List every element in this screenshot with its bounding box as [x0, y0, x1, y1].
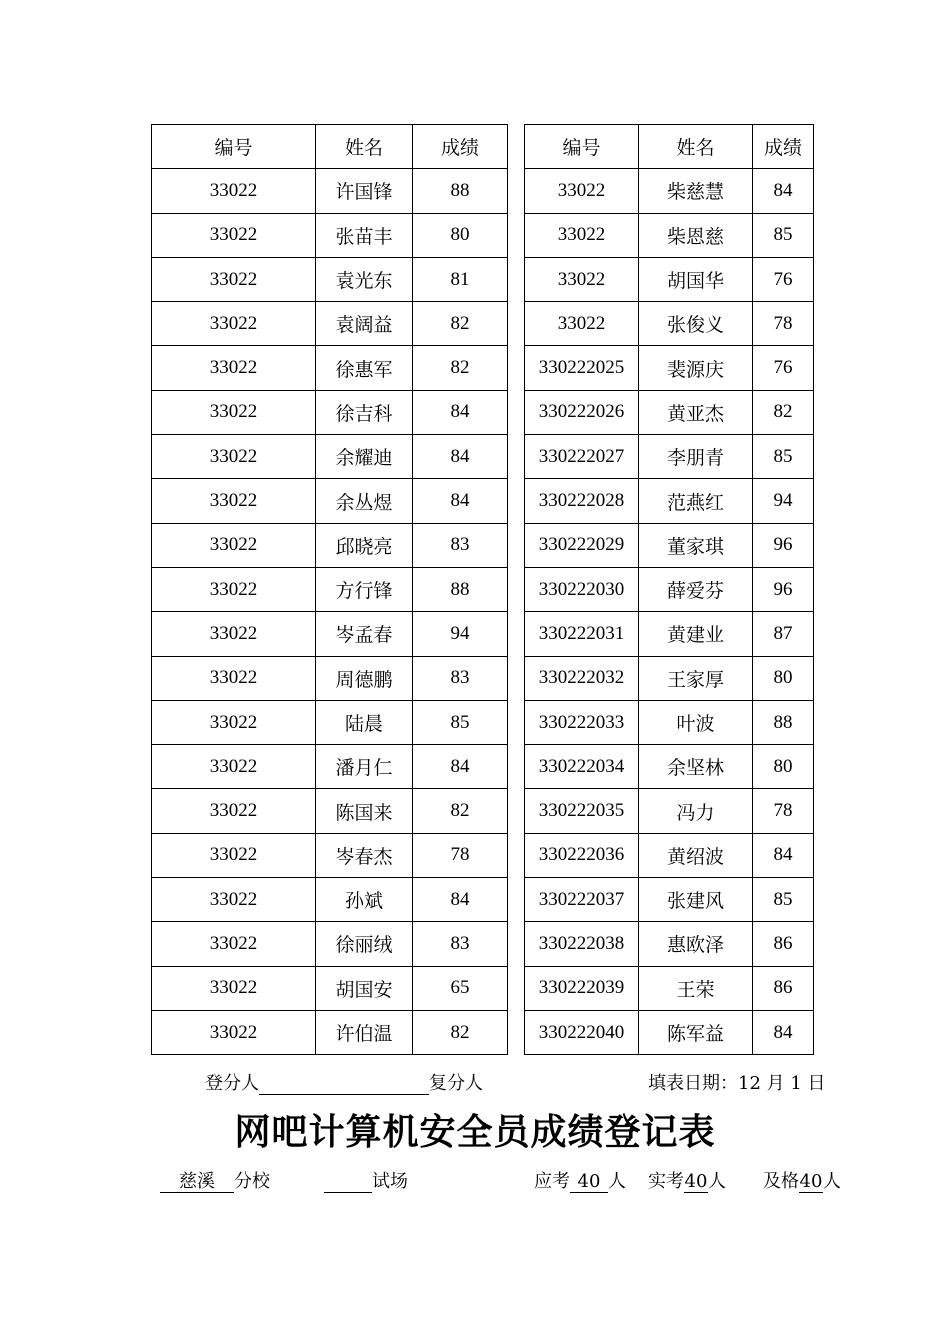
cell-score: 83 — [413, 922, 508, 966]
cell-name: 陆晨 — [316, 700, 413, 744]
table-row — [152, 789, 508, 833]
cell-name: 王荣 — [639, 966, 753, 1010]
cell-id: 33022 — [152, 700, 316, 744]
header-id: 编号 — [525, 125, 639, 169]
cell-id: 33022 — [152, 567, 316, 611]
recorder-blank — [259, 1074, 429, 1095]
venue-info — [324, 1167, 408, 1193]
header-score: 成绩 — [753, 125, 814, 169]
cell-name: 周德鹏 — [316, 656, 413, 700]
score-table-right — [524, 124, 814, 1055]
table-row — [152, 567, 508, 611]
cell-name: 余丛煜 — [316, 479, 413, 523]
cell-score: 96 — [753, 523, 814, 567]
page-title: 网吧计算机安全员成绩登记表 — [234, 1111, 716, 1153]
cell-id: 330222025 — [525, 346, 639, 390]
cell-score: 78 — [413, 833, 508, 877]
cell-name: 袁阔益 — [316, 302, 413, 346]
cell-name: 许伯温 — [316, 1010, 413, 1054]
left-table-body — [152, 169, 508, 1055]
branch-info — [160, 1167, 270, 1193]
cell-name: 徐惠军 — [316, 346, 413, 390]
table-row — [525, 567, 814, 611]
table-row — [525, 745, 814, 789]
cell-score: 84 — [413, 479, 508, 523]
table-row — [152, 169, 508, 213]
cell-name: 范燕红 — [639, 479, 753, 523]
signature-line — [205, 1069, 483, 1095]
cell-name: 岑春杰 — [316, 833, 413, 877]
cell-name: 张俊义 — [639, 302, 753, 346]
table-row — [525, 390, 814, 434]
table-row — [152, 479, 508, 523]
cell-name: 余耀迪 — [316, 435, 413, 479]
cell-id: 330222038 — [525, 922, 639, 966]
cell-name: 陈军益 — [639, 1010, 753, 1054]
reviewer-label: 复分人 — [429, 1073, 483, 1094]
cell-name: 胡国华 — [639, 257, 753, 301]
cell-score: 85 — [753, 878, 814, 922]
passed-unit: 人 — [823, 1171, 841, 1192]
cell-id: 33022 — [152, 302, 316, 346]
cell-id: 33022 — [525, 169, 639, 213]
cell-score: 85 — [413, 700, 508, 744]
table-row — [152, 302, 508, 346]
score-table-left — [151, 124, 508, 1055]
header-id: 编号 — [152, 125, 316, 169]
expected-info — [534, 1167, 626, 1193]
table-row — [525, 169, 814, 213]
cell-name: 孙斌 — [316, 878, 413, 922]
table-row — [152, 833, 508, 877]
branch-value: 慈溪 — [160, 1172, 234, 1193]
actual-info — [648, 1167, 726, 1193]
cell-score: 80 — [753, 745, 814, 789]
cell-id: 330222040 — [525, 1010, 639, 1054]
cell-id: 33022 — [525, 302, 639, 346]
cell-score: 84 — [753, 169, 814, 213]
cell-name: 余坚林 — [639, 745, 753, 789]
cell-id: 33022 — [525, 213, 639, 257]
fill-date: 填表日期：12 月 1 日 — [648, 1073, 826, 1094]
table-row — [525, 435, 814, 479]
cell-id: 33022 — [152, 523, 316, 567]
table-row — [152, 213, 508, 257]
cell-name: 薛爱芬 — [639, 567, 753, 611]
passed-info — [763, 1167, 841, 1193]
cell-score: 82 — [413, 302, 508, 346]
cell-id: 330222026 — [525, 390, 639, 434]
cell-score: 82 — [753, 390, 814, 434]
table-row — [525, 302, 814, 346]
cell-score: 83 — [413, 523, 508, 567]
cell-score: 85 — [753, 213, 814, 257]
cell-name: 裴源庆 — [639, 346, 753, 390]
cell-name: 王家厚 — [639, 656, 753, 700]
cell-score: 82 — [413, 1010, 508, 1054]
cell-name: 潘月仁 — [316, 745, 413, 789]
cell-id: 33022 — [152, 966, 316, 1010]
table-row — [152, 390, 508, 434]
table-row — [152, 257, 508, 301]
table-row — [525, 257, 814, 301]
cell-id: 33022 — [152, 257, 316, 301]
cell-id: 33022 — [152, 346, 316, 390]
cell-name: 柴恩慈 — [639, 213, 753, 257]
passed-value: 40 — [799, 1171, 823, 1192]
right-table-body — [525, 169, 814, 1055]
cell-id: 330222029 — [525, 523, 639, 567]
cell-name: 陈国来 — [316, 789, 413, 833]
cell-name: 许国锋 — [316, 169, 413, 213]
cell-id: 33022 — [152, 922, 316, 966]
actual-label: 实考 — [648, 1171, 684, 1192]
cell-id: 33022 — [152, 656, 316, 700]
cell-id: 33022 — [152, 878, 316, 922]
cell-score: 84 — [413, 435, 508, 479]
cell-score: 86 — [753, 922, 814, 966]
table-row — [152, 346, 508, 390]
cell-score: 88 — [753, 700, 814, 744]
table-row — [525, 833, 814, 877]
cell-score: 94 — [413, 612, 508, 656]
table-row — [525, 479, 814, 523]
venue-blank — [324, 1172, 372, 1193]
table-row — [152, 966, 508, 1010]
cell-score: 85 — [753, 435, 814, 479]
table-row — [525, 700, 814, 744]
cell-id: 33022 — [152, 435, 316, 479]
table-row — [152, 922, 508, 966]
table-row — [152, 612, 508, 656]
cell-id: 330222028 — [525, 479, 639, 523]
expected-unit: 人 — [608, 1171, 626, 1192]
cell-score: 78 — [753, 302, 814, 346]
cell-name: 叶波 — [639, 700, 753, 744]
table-row — [525, 346, 814, 390]
expected-label: 应考 — [534, 1171, 570, 1192]
cell-name: 袁光东 — [316, 257, 413, 301]
table-row — [525, 612, 814, 656]
cell-score: 81 — [413, 257, 508, 301]
actual-value: 40 — [684, 1171, 708, 1192]
cell-score: 82 — [413, 789, 508, 833]
cell-id: 33022 — [152, 390, 316, 434]
cell-id: 33022 — [152, 1010, 316, 1054]
cell-name: 徐吉科 — [316, 390, 413, 434]
cell-id: 330222033 — [525, 700, 639, 744]
table-row — [152, 523, 508, 567]
cell-name: 方行锋 — [316, 567, 413, 611]
cell-id: 330222039 — [525, 966, 639, 1010]
cell-name: 徐丽绒 — [316, 922, 413, 966]
cell-score: 76 — [753, 257, 814, 301]
header-name: 姓名 — [316, 125, 413, 169]
table-header-row — [152, 125, 508, 169]
cell-score: 88 — [413, 169, 508, 213]
cell-id: 33022 — [152, 169, 316, 213]
actual-unit: 人 — [708, 1171, 726, 1192]
table-row — [525, 966, 814, 1010]
cell-id: 33022 — [152, 833, 316, 877]
cell-score: 84 — [753, 833, 814, 877]
cell-id: 330222027 — [525, 435, 639, 479]
cell-name: 柴慈慧 — [639, 169, 753, 213]
cell-id: 33022 — [152, 745, 316, 789]
cell-name: 岑孟春 — [316, 612, 413, 656]
table-row — [152, 700, 508, 744]
cell-name: 黄亚杰 — [639, 390, 753, 434]
cell-score: 87 — [753, 612, 814, 656]
cell-id: 330222030 — [525, 567, 639, 611]
table-row — [525, 922, 814, 966]
cell-name: 董家琪 — [639, 523, 753, 567]
table-row — [525, 523, 814, 567]
cell-id: 33022 — [525, 257, 639, 301]
passed-label: 及格 — [763, 1171, 799, 1192]
cell-score: 84 — [413, 878, 508, 922]
cell-id: 330222032 — [525, 656, 639, 700]
cell-name: 胡国安 — [316, 966, 413, 1010]
table-row — [152, 656, 508, 700]
cell-score: 94 — [753, 479, 814, 523]
cell-score: 83 — [413, 656, 508, 700]
table-header-row — [525, 125, 814, 169]
cell-score: 86 — [753, 966, 814, 1010]
cell-name: 李朋青 — [639, 435, 753, 479]
table-row — [152, 878, 508, 922]
cell-id: 33022 — [152, 612, 316, 656]
cell-id: 330222035 — [525, 789, 639, 833]
table-row — [525, 1010, 814, 1054]
cell-id: 330222036 — [525, 833, 639, 877]
cell-score: 84 — [413, 390, 508, 434]
cell-name: 冯力 — [639, 789, 753, 833]
cell-name: 惠欧泽 — [639, 922, 753, 966]
cell-score: 96 — [753, 567, 814, 611]
venue-label: 试场 — [372, 1171, 408, 1192]
cell-name: 张建风 — [639, 878, 753, 922]
cell-score: 76 — [753, 346, 814, 390]
branch-label: 分校 — [234, 1171, 270, 1192]
recorder-label: 登分人 — [205, 1073, 259, 1094]
cell-name: 张苗丰 — [316, 213, 413, 257]
cell-score: 84 — [413, 745, 508, 789]
cell-name: 黄绍波 — [639, 833, 753, 877]
cell-score: 84 — [753, 1010, 814, 1054]
table-row — [525, 789, 814, 833]
cell-score: 65 — [413, 966, 508, 1010]
table-row — [152, 1010, 508, 1054]
table-row — [525, 656, 814, 700]
table-row — [152, 435, 508, 479]
cell-id: 330222034 — [525, 745, 639, 789]
cell-name: 邱晓亮 — [316, 523, 413, 567]
cell-score: 88 — [413, 567, 508, 611]
header-score: 成绩 — [413, 125, 508, 169]
expected-value: 40 — [570, 1172, 608, 1193]
table-row — [525, 213, 814, 257]
cell-id: 33022 — [152, 213, 316, 257]
cell-id: 330222037 — [525, 878, 639, 922]
table-row — [152, 745, 508, 789]
cell-score: 78 — [753, 789, 814, 833]
cell-score: 80 — [753, 656, 814, 700]
cell-name: 黄建业 — [639, 612, 753, 656]
cell-score: 80 — [413, 213, 508, 257]
cell-id: 330222031 — [525, 612, 639, 656]
header-name: 姓名 — [639, 125, 753, 169]
cell-id: 33022 — [152, 789, 316, 833]
cell-id: 33022 — [152, 479, 316, 523]
table-row — [525, 878, 814, 922]
cell-score: 82 — [413, 346, 508, 390]
